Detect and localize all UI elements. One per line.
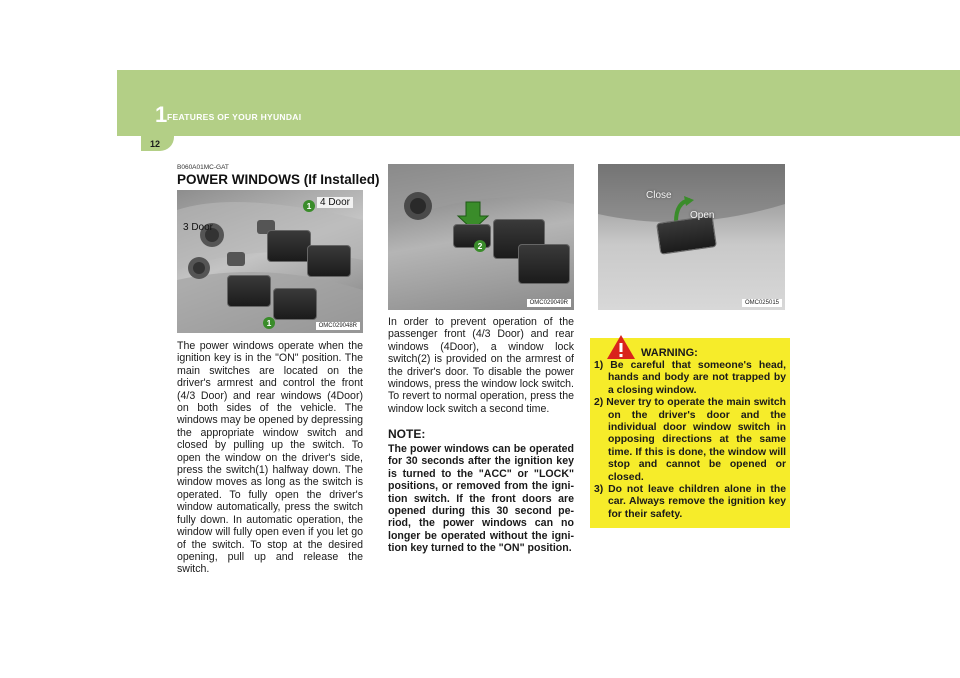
body-text-col1: The power windows operate when the ignition key is in the "ON" position. The main switches are located on the driver's armrest and control the front (4/3 Door) and rear windows (4Door) on both sides of the vehicle. The windows may be opened by depressing the appropriate window switch and closed by pulling up the switch. To open the window on the driver's side, press the switch(1) halfway down. The window moves as long as the switch is operated. To fully open the driver's window automatically, press the switch fully down. In automatic operation, the window will fully open even if you let go of the switch. To stop at the desired opening, pull up and release the switch. — [177, 340, 363, 576]
warning-item: 3) Do not leave children alone in the car. Always remove the ignition key for their safety. — [594, 484, 786, 520]
label-open: Open — [690, 210, 715, 221]
figure-code: OMC025015 — [742, 299, 782, 307]
warning-item: 1) Be careful that someone's head, hands and body are not trapped by a closing window. — [594, 360, 786, 396]
switch-4door-rear — [307, 245, 351, 277]
switch-3door-front — [227, 275, 271, 307]
note-text: The power windows can be operated for 30 seconds after the ignition key is turned to the "ACC" or "LOCK" positions, or removed from the igni-tion switch. If the front doors are opened during this 30 second pe-riod, the power windows can no longer be operated without the igni-tion key turned to the "ON" position. — [388, 443, 574, 555]
warning-list — [594, 360, 786, 521]
figure-passenger-switch — [598, 164, 785, 310]
figure-window-lock-switch — [388, 164, 574, 310]
switch-3door-rear — [273, 288, 317, 320]
section-code: B060A01MC-GAT — [177, 164, 229, 171]
header-band — [117, 70, 960, 136]
switch-rear — [518, 244, 570, 284]
label-close: Close — [646, 190, 672, 201]
label-4-door: 4 Door — [317, 197, 353, 208]
section-title: POWER WINDOWS (If Installed) — [177, 172, 380, 187]
label-3-door: 3 Door — [183, 222, 214, 233]
callout-1-bottom: 1 — [263, 317, 275, 329]
page-number: 12 — [150, 139, 161, 149]
note-heading: NOTE: — [388, 427, 426, 441]
figure-code: OMC029048R — [316, 322, 360, 330]
warning-box — [590, 338, 790, 528]
chapter-title: FEATURES OF YOUR HYUNDAI — [167, 112, 302, 122]
exclamation-icon — [606, 334, 636, 360]
figure-code: OMC029049R — [527, 299, 571, 307]
warning-item: 2) Never try to operate the main switch on the driver's door and the individual door window switch in opposing directions at the same time. If this is done, the window will stop and cannot be opened or closed. — [594, 397, 786, 483]
callout-1-top: 1 — [303, 200, 315, 212]
switch-4door-front — [267, 230, 311, 262]
chapter-number: 1 — [155, 102, 168, 127]
warning-heading: WARNING: — [641, 347, 698, 359]
figure-door-switches — [177, 190, 363, 333]
callout-2: 2 — [474, 240, 486, 252]
body-text-col2: In order to prevent operation of the passenger front (4/3 Door) and rear windows (4Door), a window lock switch(2) is provided on the armrest of the driver's door. To disable the power windows, press the window lock switch. To revert to normal operation, press the window lock switch a second time. — [388, 316, 574, 415]
